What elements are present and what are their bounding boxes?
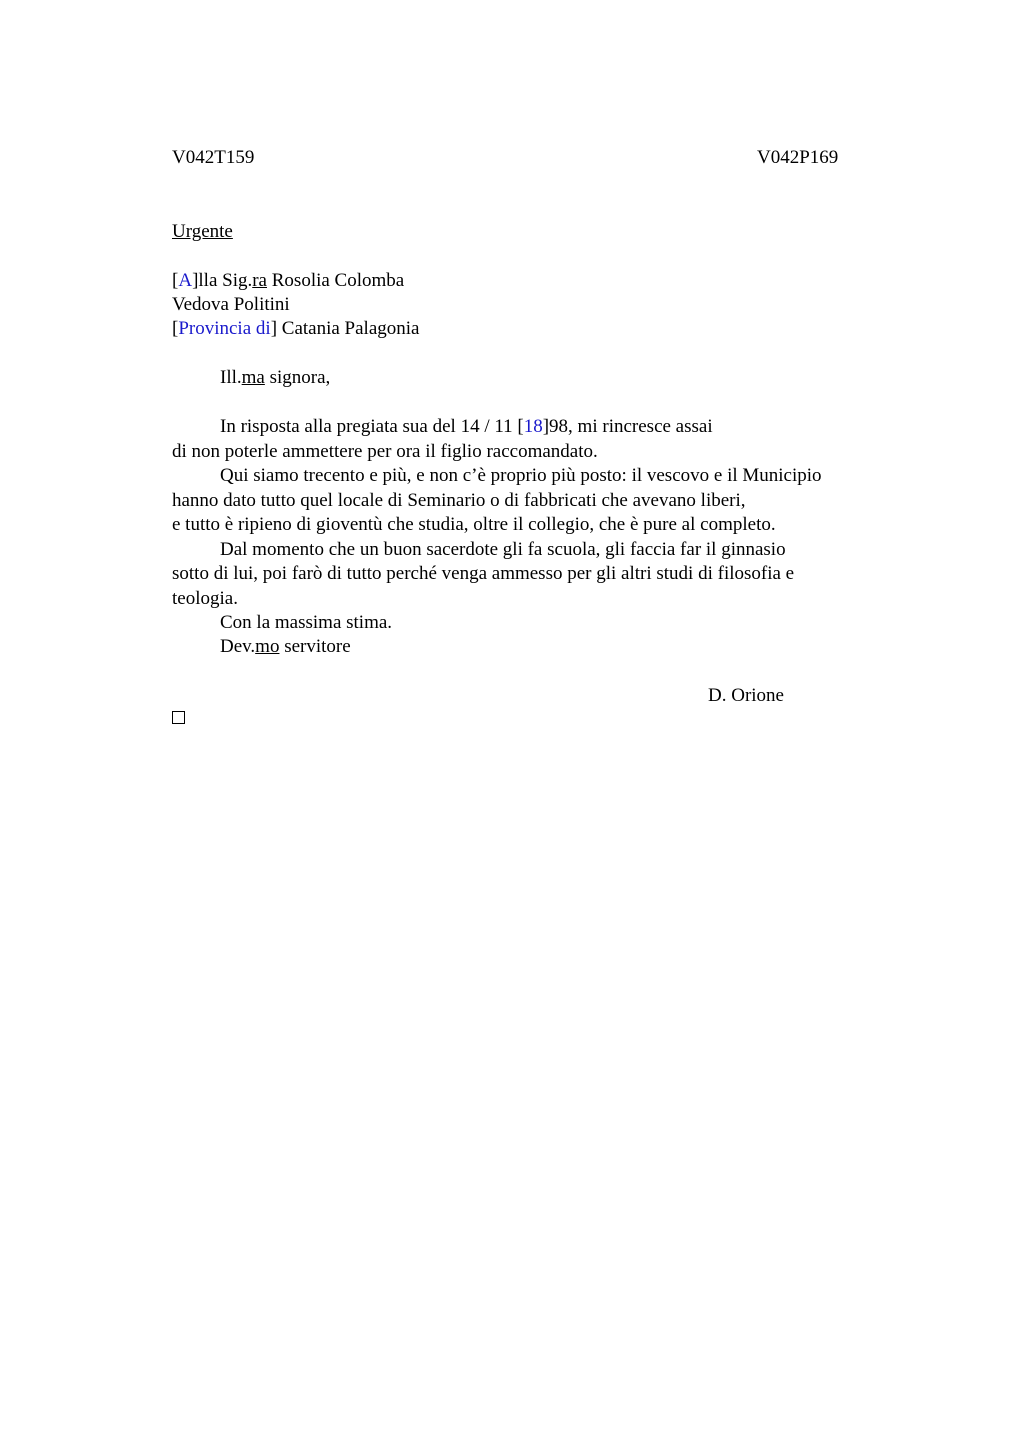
body-line: sotto di lui, poi farò di tutto perché venga ammesso per gli altri studi di filosofia e [172,563,795,584]
body-line: e tutto è ripieno di gioventù che studia, oltre il collegio, che è pure al completo. [172,514,776,535]
body-line: hanno dato tutto quel locale di Seminario o di fabbricati che avevano liberi, [172,490,746,511]
end-marker-box [172,711,185,724]
document-code-left: V042T159 [172,147,255,168]
body-line: di non poterle ammettere per ora il figlio raccomandato. [172,441,598,462]
body-line: Dal momento che un buon sacerdote gli fa scuola, gli faccia far il ginnasio [220,539,786,560]
closing-line: Dev.mo servitore [220,636,351,657]
editorial-restoration: A [178,270,193,291]
body-line: In risposta alla pregiata sua del 14 / 11 [18]98, mi rincresce assai [220,416,713,437]
address-line-3: [Provincia di] Catania Palagonia [172,318,420,339]
abbreviation: ma [241,367,265,388]
salutation: Ill.ma signora, [220,367,331,388]
closing-line: Con la massima stima. [220,612,393,633]
editorial-restoration: Provincia di [178,318,271,339]
document-code-right: V042P169 [757,147,839,168]
body-line: teologia. [172,588,238,609]
body-line: Qui siamo trecento e più, e non c’è proprio più posto: il vescovo e il Municipio [220,465,822,486]
urgent-label: Urgente [172,221,233,242]
address-line-1: [A]lla Sig.ra Rosolia Colomba [172,270,405,291]
address-line-2: Vedova Politini [172,294,290,315]
abbreviation: mo [255,636,280,657]
editorial-restoration: 18 [523,416,543,437]
abbreviation: ra [252,270,267,291]
signature: D. Orione [708,685,784,706]
